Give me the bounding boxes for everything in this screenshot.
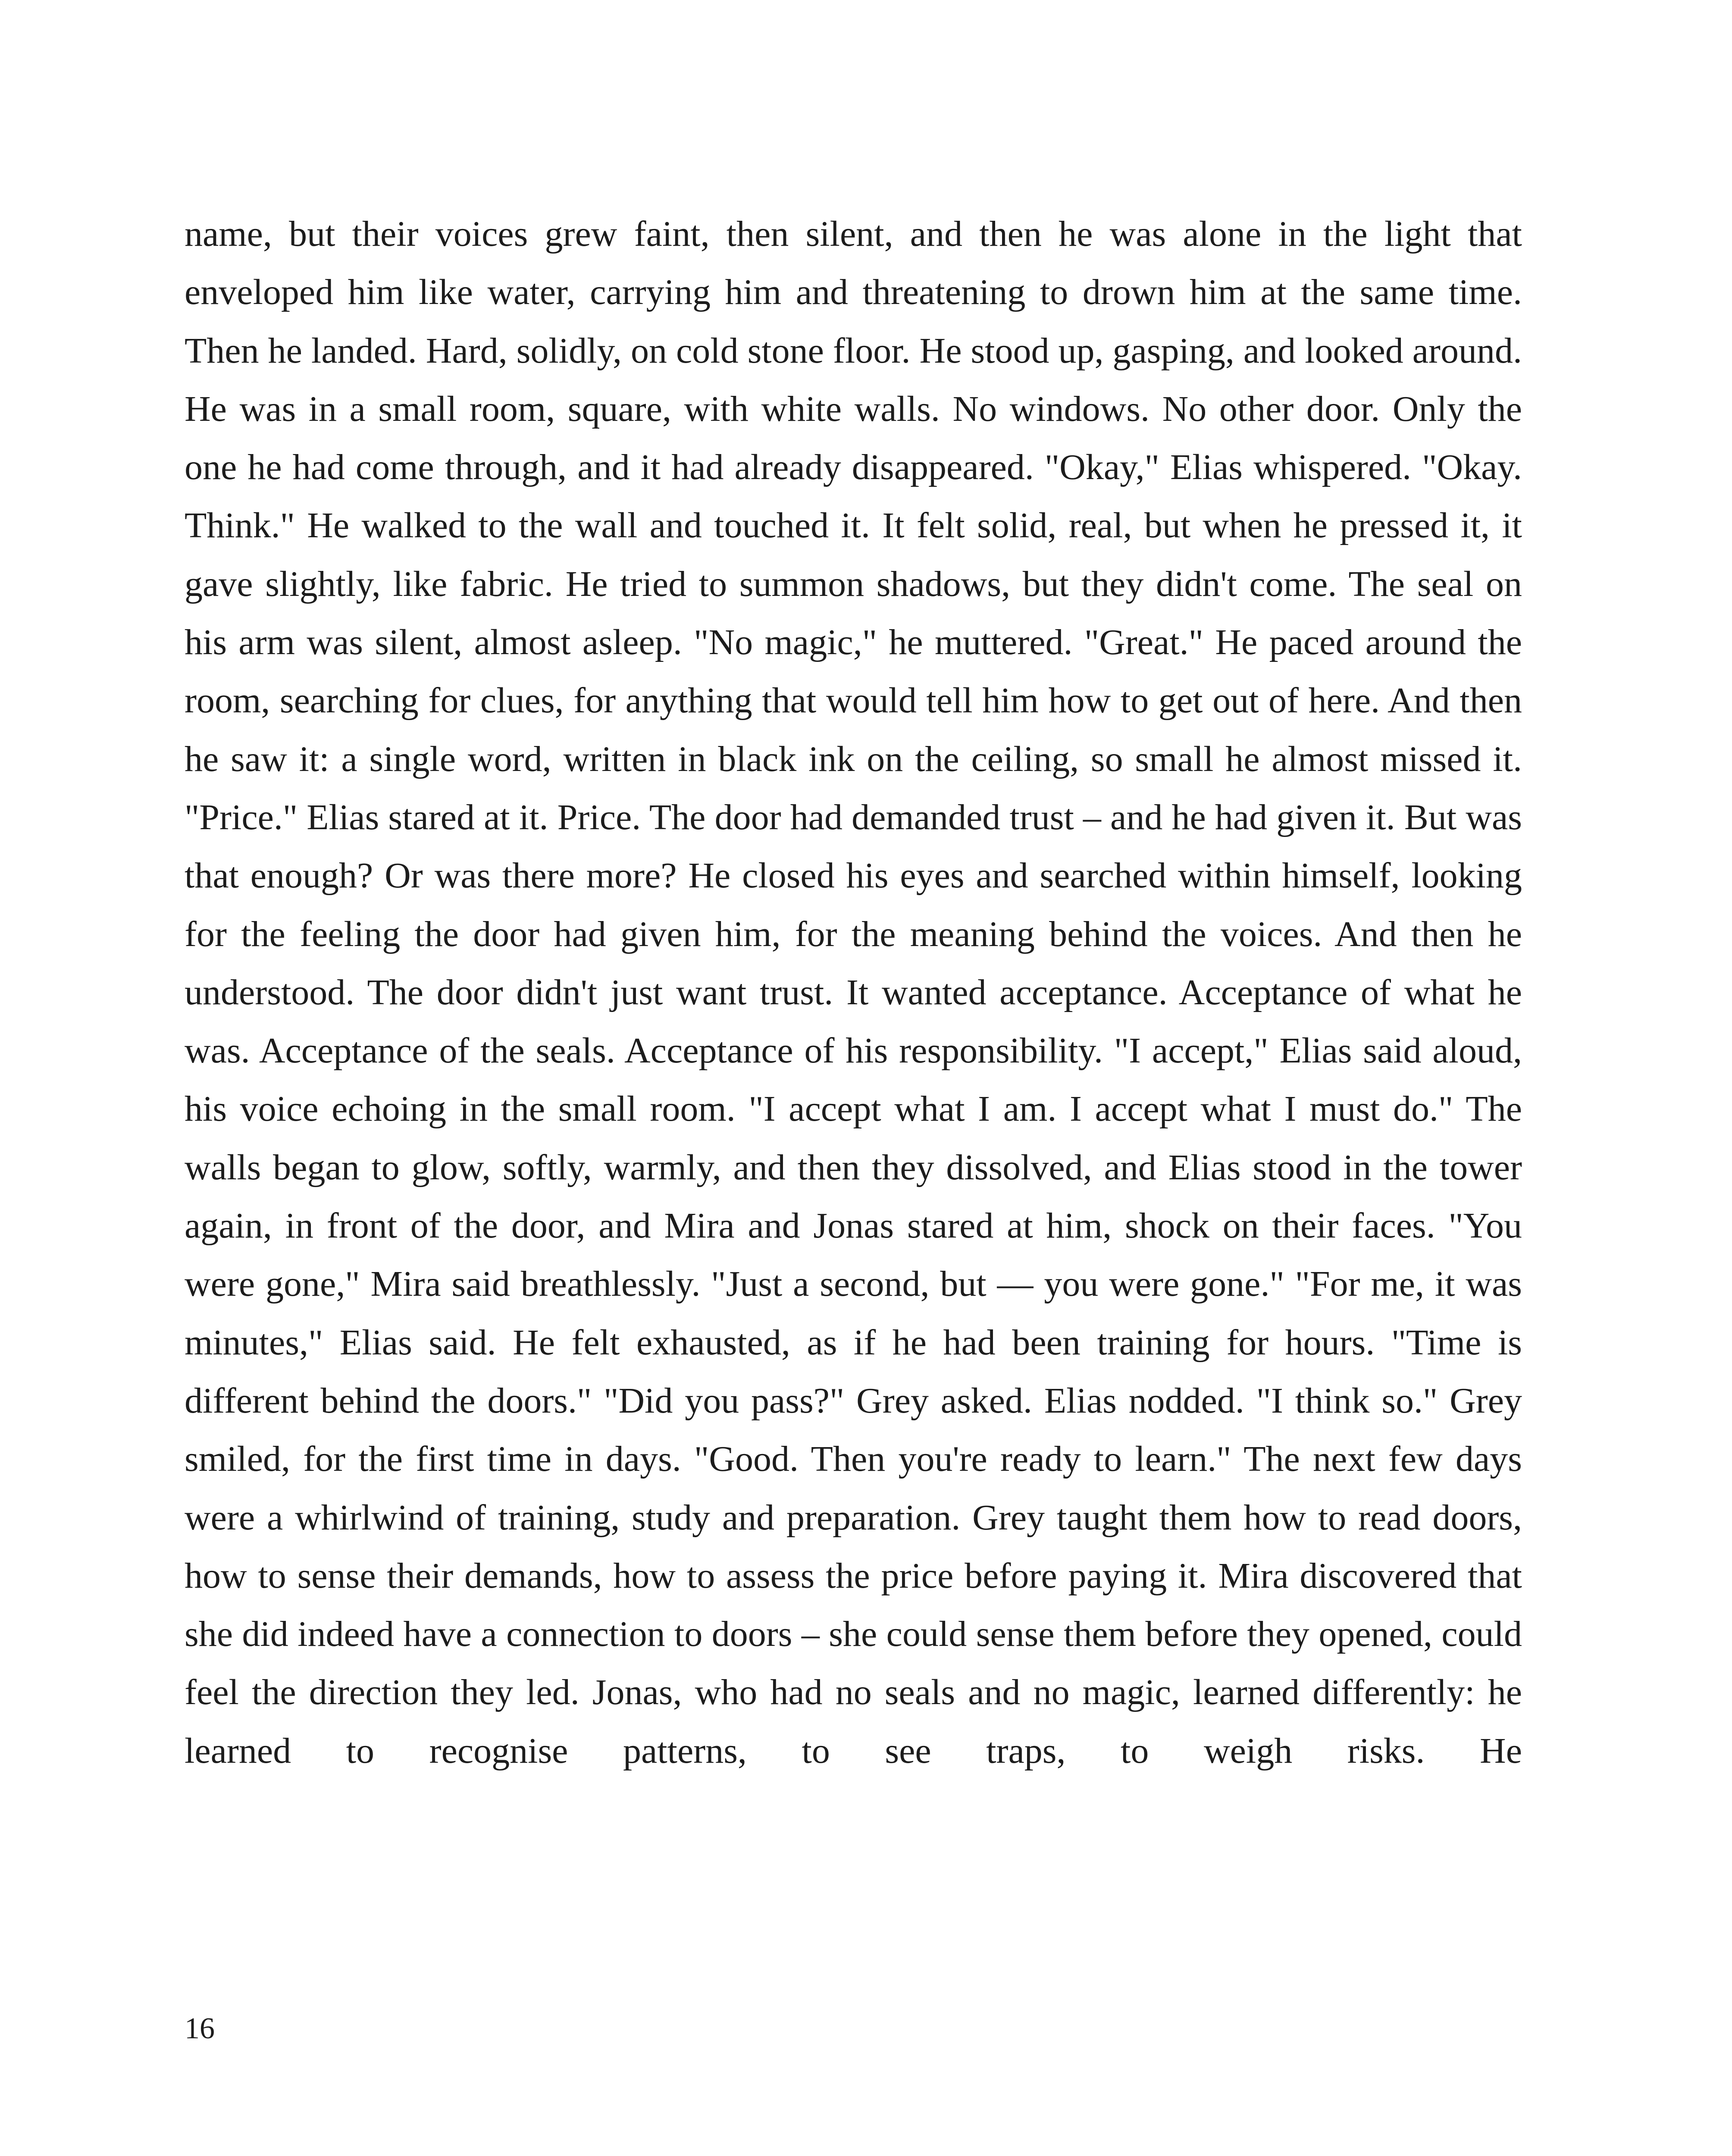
page-number: 16 [185,2012,215,2045]
body-paragraph: name, but their voices grew faint, then silent, and then he was alone in the light that enveloped him like water, carrying him and threatening to drown him at the same time. Then he landed. Hard, solidly, on cold stone floor. He stood up, gasping, and looked around. He was in a small room, square, with white walls. No windows. No other door. Only the one he had come through, and it had already disappeared. "Okay," Elias whispered. "Okay. Think." He walked to the wall and touched it. It felt solid, real, but when he pressed it, it gave slightly, like fabric. He tried to summon shadows, but they didn't come. The seal on his arm was silent, almost asleep. "No magic," he muttered. "Great." He paced around the room, searching for clues, for anything that would tell him how to get out of here. And then he saw it: a single word, written in black ink on the ceiling, so small he almost missed it. "Price." Elias stared at it. Price. The door had demanded trust – and he had given it. But was that enough? Or was there more? He closed his eyes and searched within himself, looking for the feeling the door had given him, for the meaning behind the voices. And then he understood. The door didn't just want trust. It wanted acceptance. Acceptance of what he was. Acceptance of the seals. Acceptance of his responsibility. "I accept," Elias said aloud, his voice echoing in the small room. "I accept what I am. I accept what I must do." The walls began to glow, softly, warmly, and then they dissolved, and Elias stood in the tower again, in front of the door, and Mira and Jonas stared at him, shock on their faces. "You were gone," Mira said breathlessly. "Just a second, but — you were gone." "For me, it was minutes," Elias said. He felt exhausted, as if he had been training for hours. "Time is different behind the doors." "Did you pass?" Grey asked. Elias nodded. "I think so." Grey smiled, for the first time in days. "Good. Then you're ready to learn." The next few days were a whirlwind of training, study and preparation. Grey taught them how to read doors, how to sense their demands, how to assess the price before paying it. Mira discovered that she did indeed have a connection to doors – she could sense them before they opened, could feel the direction they led. Jonas, who had no seals and no magic, learned differently: he learned to recognise patterns, to see traps, to weigh risks. He [185,214,1522,1771]
